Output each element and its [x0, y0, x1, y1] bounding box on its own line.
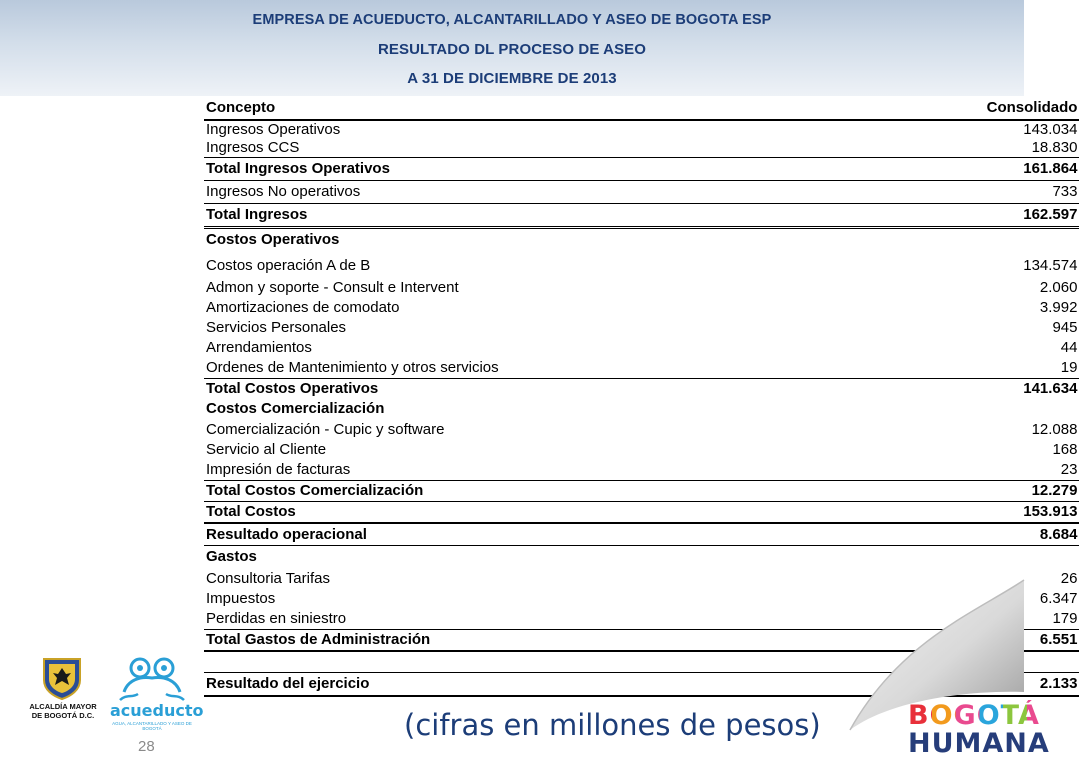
- row-label: Impresión de facturas: [204, 460, 501, 481]
- humana-word: HUMANA: [908, 728, 1050, 759]
- table-row: [204, 419, 1079, 440]
- bogota-humana-logo: [908, 700, 1050, 760]
- table-row: [204, 181, 1079, 204]
- section-heading: Gastos: [206, 548, 257, 565]
- row-value: 161.864: [501, 158, 1079, 181]
- alcaldia-line1: ALCALDÍA MAYOR: [29, 702, 97, 711]
- row-label: Ordenes de Mantenimiento y otros servicios: [204, 358, 501, 379]
- section-heading-row: [204, 399, 1079, 419]
- acueducto-tagline: AGUA, ALCANTARILLADO Y ASEO DE BOGOTÁ: [112, 721, 192, 731]
- row-label: Ingresos No operativos: [206, 183, 361, 200]
- row-label: Perdidas en siniestro: [204, 609, 501, 630]
- row-label: Arrendamientos: [206, 339, 312, 356]
- table-row-total: [204, 204, 1079, 228]
- bogota-coat-of-arms-icon: [40, 656, 84, 700]
- row-value: [501, 546, 1079, 569]
- row-value: 162.597: [501, 204, 1079, 228]
- alcaldia-name: [24, 702, 102, 720]
- row-value: 153.913: [501, 502, 1079, 524]
- row-label: Resultado operacional: [204, 523, 501, 546]
- row-value: 44: [1060, 339, 1078, 356]
- row-value: 3.992: [1039, 299, 1078, 316]
- acueducto-logo: [110, 654, 204, 731]
- table-row: [204, 120, 1079, 139]
- report-date: A 31 DE DICIEMBRE DE 2013: [407, 70, 617, 87]
- table-row-total: [204, 379, 1079, 400]
- bogota-word: BOGOTÁ: [908, 700, 1040, 731]
- table-row: [204, 298, 1079, 318]
- row-label: Servicios Personales: [206, 319, 347, 336]
- report-subtitle: RESULTADO DL PROCESO DE ASEO: [377, 41, 647, 58]
- row-label: Consultoria Tarifas: [206, 569, 330, 587]
- row-value: [501, 228, 1079, 252]
- row-label: Total Ingresos Operativos: [204, 158, 501, 181]
- section-heading: Costos Operativos: [206, 231, 340, 248]
- table-row: [204, 338, 1079, 358]
- spacer-cell: [204, 651, 501, 673]
- row-value: 8.684: [501, 523, 1079, 546]
- alcaldia-logo: [24, 654, 102, 728]
- row-value: 6.347: [1039, 590, 1078, 607]
- row-value: 733: [1052, 183, 1078, 200]
- table-row-total: [204, 158, 1079, 181]
- row-value: 6.551: [501, 630, 1079, 652]
- row-label: Ingresos CCS: [206, 139, 300, 156]
- figures-note: (cifras en millones de pesos): [404, 708, 821, 742]
- row-value: 2.060: [1039, 278, 1078, 296]
- section-heading: Costos Comercialización: [206, 400, 385, 417]
- row-value: 26: [1060, 569, 1078, 587]
- table-row: [204, 318, 1079, 338]
- row-value: 141.634: [1023, 380, 1078, 397]
- bogota-wordmark: [908, 700, 1040, 731]
- row-value: 134.574: [1023, 257, 1078, 274]
- row-value: 945: [1052, 319, 1078, 336]
- row-value: 143.034: [1023, 121, 1078, 138]
- row-value: 179: [501, 609, 1079, 630]
- row-value: 18.830: [1031, 139, 1078, 156]
- section-heading-row: [204, 228, 1079, 252]
- page-number: 28: [138, 738, 155, 755]
- row-value: 168: [1052, 441, 1078, 458]
- row-value: 19: [501, 358, 1079, 379]
- section-heading-row: [204, 546, 1079, 569]
- row-label: Impuestos: [206, 590, 276, 607]
- table-row: [204, 139, 1079, 158]
- row-label: Total Gastos de Administración: [204, 630, 501, 652]
- alcaldia-line2: DE BOGOTÁ D.C.: [31, 711, 95, 720]
- table-row: [204, 440, 1079, 460]
- row-label: Total Costos: [204, 502, 501, 524]
- table-row: [204, 251, 1079, 277]
- row-label: Servicio al Cliente: [206, 441, 327, 458]
- table-row: [204, 277, 1079, 298]
- table-row: [204, 358, 1079, 379]
- table-row-total: [204, 481, 1079, 502]
- column-header-consolidado: Consolidado: [501, 97, 1079, 120]
- row-label: Comercialización - Cupic y software: [206, 420, 445, 438]
- table-row: [204, 460, 1079, 481]
- row-value: 23: [501, 460, 1079, 481]
- row-label: Ingresos Operativos: [206, 121, 341, 138]
- row-label: Amortizaciones de comodato: [206, 299, 400, 316]
- row-label: Admon y soporte - Consult e Intervent: [206, 278, 459, 296]
- acueducto-wordmark: acueducto: [110, 701, 204, 720]
- table-row-total: [204, 502, 1079, 524]
- row-value: 12.088: [1031, 420, 1078, 438]
- table-row-total: [204, 523, 1079, 546]
- row-label: Costos operación A de B: [206, 257, 371, 274]
- report-company-title: EMPRESA DE ACUEDUCTO, ALCANTARILLADO Y ASEO DE BOGOTA ESP: [252, 12, 772, 28]
- row-value: 2.133: [501, 673, 1079, 697]
- row-label: Total Costos Operativos: [206, 380, 379, 397]
- row-label: Total Costos Comercialización: [204, 481, 501, 502]
- row-label: Resultado del ejercicio: [204, 673, 501, 697]
- frog-mascot-icon: [110, 654, 194, 704]
- row-label: Total Ingresos: [204, 204, 501, 228]
- row-value: [501, 399, 1079, 419]
- column-header-concepto: Concepto: [204, 97, 501, 120]
- row-value: 12.279: [501, 481, 1079, 502]
- table-header-row: [204, 97, 1079, 120]
